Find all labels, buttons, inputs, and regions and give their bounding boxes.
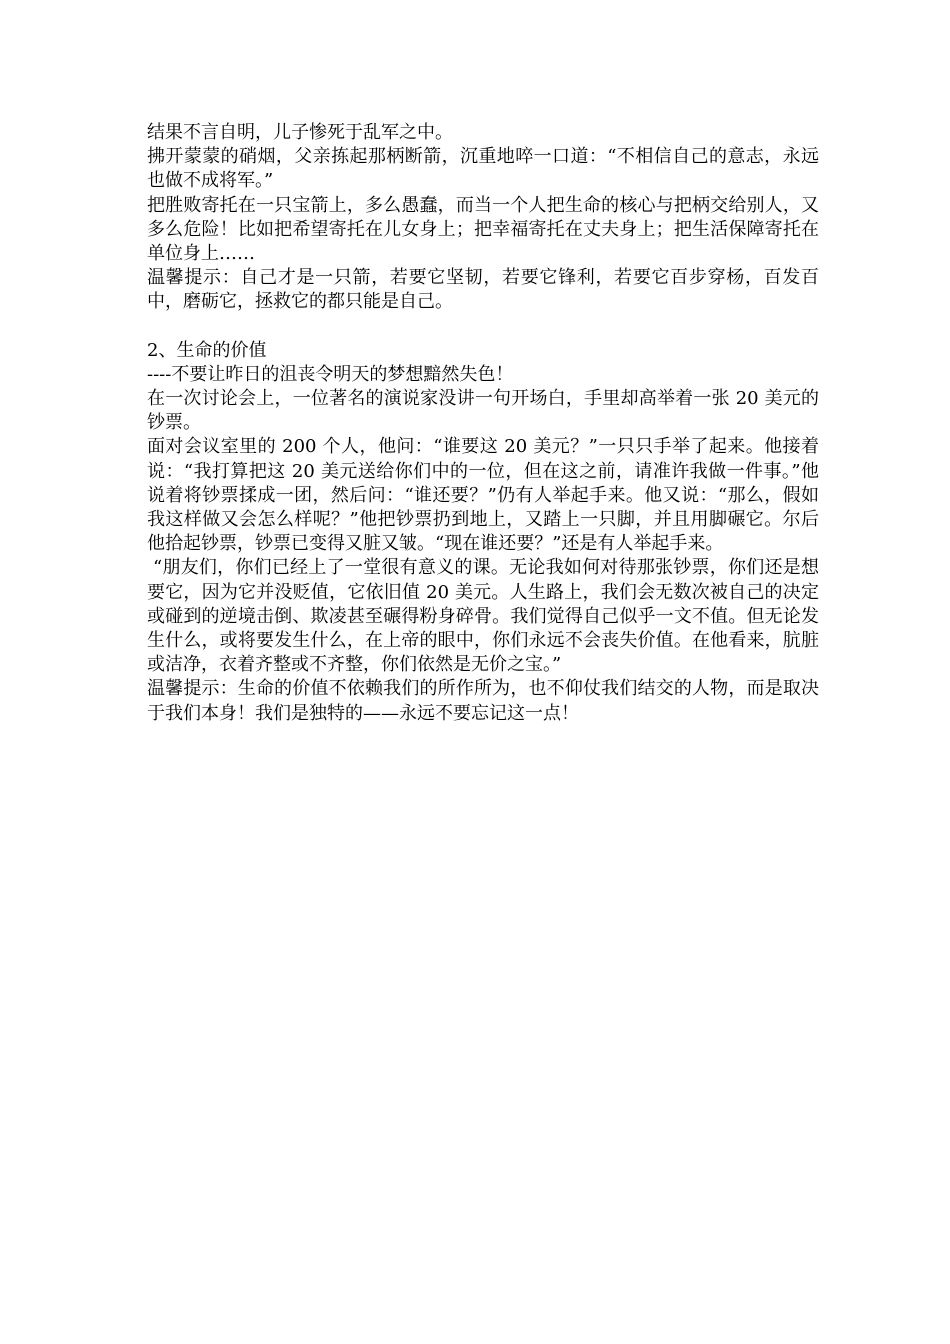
tip-paragraph-arrow: 温馨提示：自己才是一只箭，若要它坚韧，若要它锋利，若要它百步穿杨，百发百中，磨砺它，拯救它的都只能是自己。 [147,267,819,313]
paragraph-speaker-banknote: 在一次讨论会上，一位著名的演说家没讲一句开场白，手里却高举着一张 20 美元的钞票。 [147,388,819,434]
section-gap [147,315,819,339]
section-subtitle: ----不要让昨日的沮丧令明天的梦想黯然失色！ [147,363,514,385]
paragraph-who-wants-it: 面对会议室里的 200 个人，他问：“谁要这 20 美元？”一只只手举了起来。他接着说：“我打算把这 20 美元送给你们中的一位，但在这之前，请准许我做一件事。”他说着将钞票揉成一团，然后问：“谁还要？”仍有人举起手来。他又说：“那么，假如我这样做又会怎么样呢？”他把钞票扔到地上，又踏上一只脚，并且用脚碾它。尔后他拾起钞票，钞票已变得又脏又皱。“现在谁还要？”还是有人举起手来。 [147,436,819,555]
tip-paragraph-value: 温馨提示：生命的价值不依赖我们的所作所为，也不仰仗我们结交的人物，而是取决于我们本身！我们是独特的——永远不要忘记这一点！ [147,678,819,724]
paragraph-father-broken-arrow: 拂开蒙蒙的硝烟，父亲拣起那柄断箭，沉重地啐一口道：“不相信自己的意志，永远也做不成将军。” [147,146,819,192]
paragraph-son-died: 结果不言自明，儿子惨死于乱军之中。 [147,122,453,143]
section-heading: 2、生命的价值 [147,339,267,361]
paragraph-speech-quote: “朋友们，你们已经上了一堂很有意义的课。无论我如何对待那张钞票，你们还是想要它，因为它并没贬值，它依旧值 20 美元。人生路上，我们会无数次被自己的决定或碰到的逆境击倒、欺凌甚至碾得粉身碎骨。我们觉得自己似乎一文不值。但无论发生什么，或将要发生什么，在上帝的眼中，你们永远不会丧失价值。在他看来，肮脏或洁净，衣着齐整或不齐整，你们依然是无价之宝。” [147,557,819,676]
paragraph-entrust-danger: 把胜败寄托在一只宝箭上，多么愚蠢，而当一个人把生命的核心与把柄交给别人，又多么危险！比如把希望寄托在儿女身上；把幸福寄托在丈夫身上；把生活保障寄托在单位身上…… [147,194,819,265]
document-body [147,121,819,726]
